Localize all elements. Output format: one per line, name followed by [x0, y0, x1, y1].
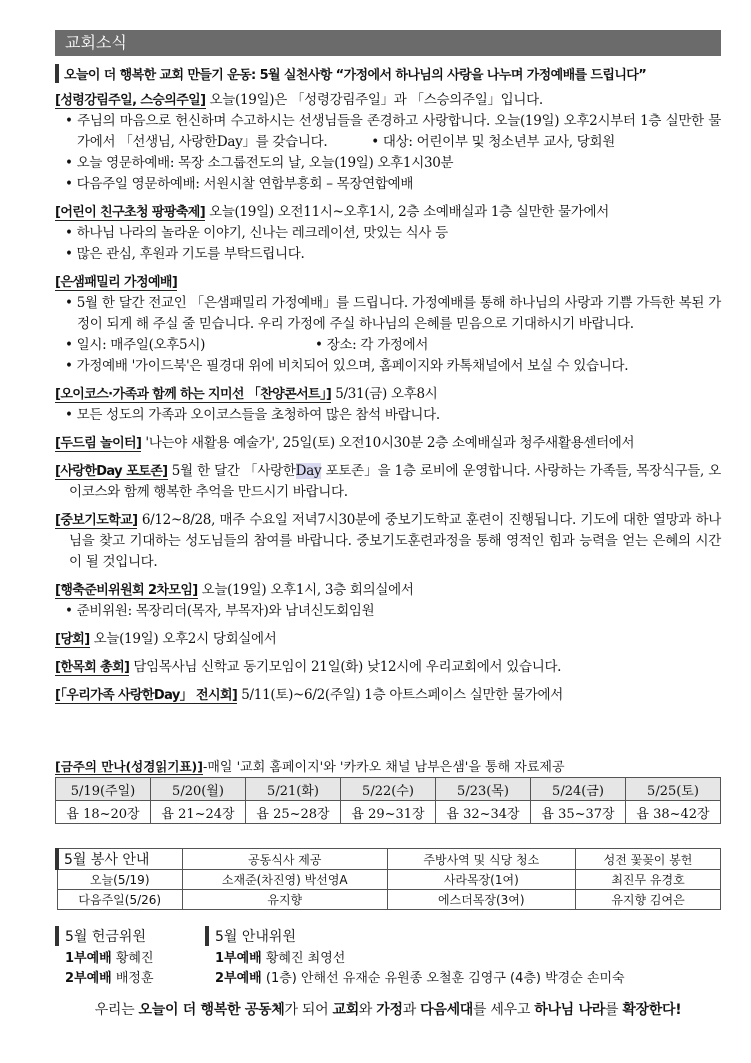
news-head: [성령강림주일, 스승의주일] [55, 93, 206, 108]
offering-volunteers: 5월 헌금위원 1부예배 황혜진 2부예배 배정훈 [55, 926, 205, 989]
volunteers [55, 926, 721, 989]
news-alumni: [한목회 총회] 담임목사님 신학교 동기모임이 21일(화) 낮12시에 우리교회에서 있습니다. [55, 659, 562, 675]
headline: 오늘이 더 행복한 교회 만들기 운동: 5월 실천사항 “가정에서 하나님의 사랑을 나누며 가정예배를 드립니다” [55, 64, 721, 83]
table-row: 다음주일(5/26) 유지향 에스더목장(3여) 유지향 김여은 [57, 890, 721, 910]
news-family-worship: [은샘패밀리 가정예배] • 5월 한 달간 전교인 「은샘패밀리 가정예배」를 드립니다. 가정예배를 통해 하나님의 사랑과 기쁨 가득한 복된 가정이 되게 해 주실 줄 믿습니다. 우리 가정에 주실 하나님의 은혜를 믿음으로 기대하시기 바랍니다. • 일시: 매주일(오후5시) • 장소: 각 가정에서 • 가정예배 '가이드북'은 필경대 위에 비치되어 있으며, 홈페이지와 카톡채널에서 보실 수 있습니다. [55, 272, 721, 377]
usher-volunteers: 5월 안내위원 1부예배 황혜진 최영선 2부예배 (1층) 안해선 유재순 유원종 오철훈 김영구 (4층) 박경순 손미숙 [205, 926, 715, 989]
news-children-festival: [어린이 친구초청 팡팡축제] 오늘(19일) 오전11시~오후1시, 2층 소예배실과 1층 실만한 물가에서 • 하나님 나라의 놀라운 이야기, 신나는 레크레이션, 맛있는 식사 등 • 많은 관심, 후원과 기도를 부탁드립니다. [55, 202, 721, 265]
table-row: 오늘(5/19) 소재준(차진영) 박선영A 사라목장(1여) 최진무 유경호 [57, 870, 721, 890]
news-bullet: • 오늘 영문하예배: 목장 소그룹전도의 날, 오늘(19일) 오후1시30분 [55, 153, 721, 174]
church-news-page [55, 30, 721, 1019]
news-prayer-school: [중보기도학교] 6/12~8/28, 매주 수요일 저녁7시30분에 중보기도학교 훈련이 진행됩니다. 기도에 대한 열망과 하나님을 찾고 기대하는 성도님들의 참여를 바랍니다. 중보기도훈련과정을 통해 영적인 힘과 능력을 얻는 은혜의 시간이 될 것입니다. [55, 512, 721, 570]
table-row: 욥 18~20장 욥 21~24장 욥 25~28장 욥 29~31장 욥 32~34장 욥 35~37장 욥 38~42장 [56, 801, 721, 824]
table-row: 5/19(주일) 5/20(월) 5/21(화) 5/22(수) 5/23(목) 5/24(금) 5/25(토) [56, 778, 721, 801]
service-table [55, 848, 721, 910]
table-row: 5월 봉사 안내 공동식사 제공 주방사역 및 식당 청소 성전 꽃꽂이 봉헌 [57, 849, 721, 870]
news-bullet: • 다음주일 영문하예배: 서원시찰 연합부흥회 – 목장연합예배 [55, 174, 721, 195]
news-exhibition: [「우리가족 사랑한Day」 전시회] 5/11(토)~6/2(주일) 1층 아트스페이스 실만한 물가에서 [55, 687, 563, 703]
news-bullet: • 주님의 마음으로 헌신하며 수고하시는 선생님들을 존경하고 사랑합니다. 오늘(19일) 오후2시부터 1층 실만한 물가에서 「선생님, 사랑한Day」를 갖습니다. • 대상: 어린이부 및 청소년부 교사, 당회원 [55, 111, 721, 153]
church-motto: 우리는 오늘이 더 행복한 공동체가 되어 교회와 가정과 다음세대를 세우고 하나님 나라를 확장한다! [94, 1002, 682, 1018]
news-photozone: [사랑한Day 포토존] 5월 한 달간 「사랑한Day 포토존」을 1층 로비에 운영합니다. 사랑하는 가족들, 목장식구들, 오이코스와 함께 행복한 추억을 만드시기 바랍니다. [55, 463, 721, 500]
news-concert: [오이코스·가족과 함께 하는 지미선 「찬양콘서트」] 5/31(금) 오후8시 • 모든 성도의 가족과 오이코스들을 초청하여 많은 참석 바랍니다. [55, 384, 721, 426]
news-session: [당회] 오늘(19일) 오후2시 당회실에서 [55, 631, 277, 647]
bible-reading-title: [금주의 만나(성경읽기표)]-매일 '교회 홈페이지'와 '카카오 채널 남부은샘'을 통해 자료제공 [55, 759, 565, 775]
section-title: 교회소식 [55, 30, 721, 56]
news-committee: [행축준비위원회 2차모임] 오늘(19일) 오후1시, 3층 회의실에서 • 준비위원: 목장리더(목자, 부목자)와 남녀신도회임원 [55, 580, 721, 622]
news-pentecost: [성령강림주일, 스승의주일] 오늘(19일)은 「성령강림주일」과 「스승의주일」입니다. • 주님의 마음으로 헌신하며 수고하시는 선생님들을 존경하고 사랑합니다. 오늘(19일) 오후2시부터 1층 실만한 물가에서 「선생님, 사랑한Day」를 갖습니다. • 대상: 어린이부 및 청소년부 교사, 당회원 • 오늘 영문하예배: 목장 소그룹전도의 날, 오늘(19일) 오후1시30분 • 다음주일 영문하예배: 서원시찰 연합부흥회 – 목장연합예배 [55, 90, 721, 195]
news-playground: [두드림 놀이터] '나는야 새활용 예술가', 25일(토) 오전10시30분 2층 소예배실과 청주새활용센터에서 [55, 435, 635, 451]
bible-reading-table [55, 777, 721, 824]
